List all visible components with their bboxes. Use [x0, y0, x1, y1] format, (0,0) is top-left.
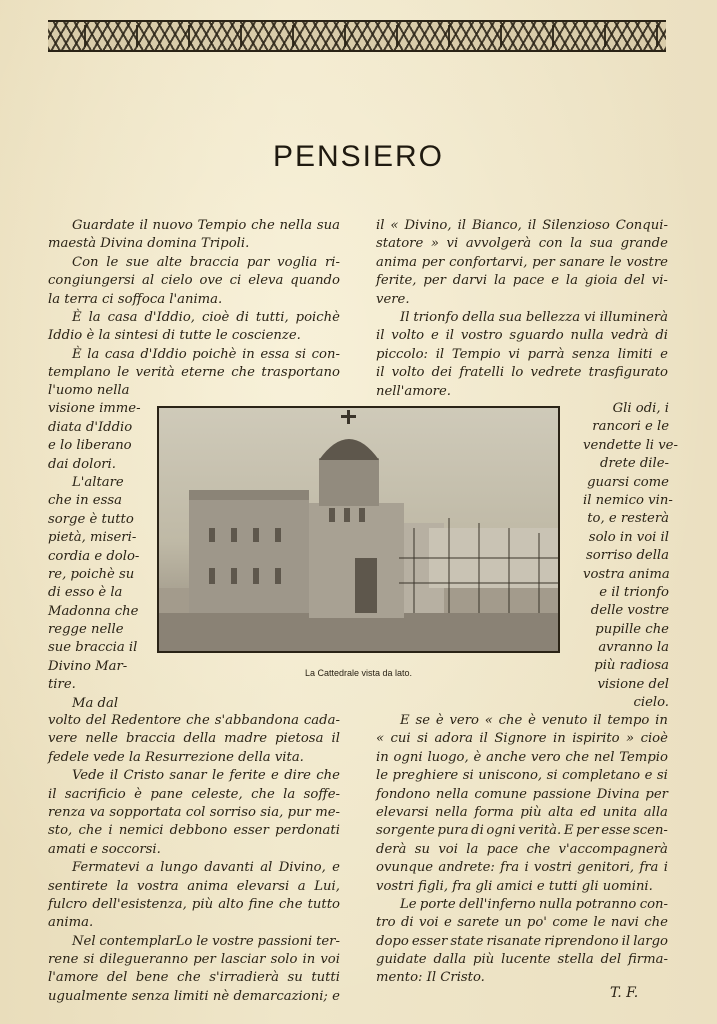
text-line: sentirete la vostra anima elevarsi a Lui,	[48, 878, 340, 894]
text-line: È la casa d'Iddio, cioè di tutti, poichè	[72, 309, 340, 325]
text-line: Con le sue alte braccia par voglia ri-	[72, 254, 340, 270]
text-line: drete dile-	[600, 456, 669, 472]
text-line: statore » vi avvolgerà con la sua grande	[376, 236, 668, 252]
column-right-wrap	[583, 400, 678, 713]
text-line: Divino Mar-	[48, 658, 128, 674]
text-line: nell'amore.	[376, 383, 451, 399]
text-line: visione imme-	[48, 401, 141, 417]
text-line: Il trionfo della sua bellezza vi illuminerà	[400, 309, 668, 325]
text-line: il « Divino, il Bianco, il Silenzioso Conqui-	[376, 218, 668, 233]
text-line: re, poichè su	[48, 566, 135, 582]
text-line: vostra anima	[583, 566, 670, 582]
text-line: solo in voi il	[588, 529, 669, 545]
page-title: PENSIERO	[272, 140, 445, 173]
text-line: vere nelle braccia della madre pietosa il	[48, 731, 340, 747]
text-line: guarsi come	[587, 474, 669, 490]
text-line: dai dolori.	[48, 456, 116, 472]
text-line: congiungersi al cielo ove ci eleva quando	[48, 273, 340, 289]
text-line: rancori e le	[592, 419, 669, 435]
text-line: elevarsi nella forma più alta ed unita alla	[376, 804, 668, 820]
text-line: ferite, per darvi la pace e la gioia del vi-	[376, 273, 668, 289]
text-line: più radiosa	[594, 658, 669, 674]
text-line: pietà, miseri-	[48, 530, 137, 546]
text-line: Fermatevi a lungo davanti al Divino, e	[72, 860, 340, 876]
text-line: fondono nella comune passione Divina per	[376, 786, 668, 802]
text-line: il volto dei fratelli lo vedrete trasfigurato	[376, 365, 668, 381]
text-line: Madonna che	[48, 603, 139, 619]
text-line: guidate dalla più lucente stella del firma-	[376, 952, 668, 968]
text-line: to, e resterà	[587, 511, 669, 527]
text-line: delle vostre	[590, 603, 669, 619]
cathedral-illustration	[159, 408, 558, 651]
column-left-wrap	[48, 382, 152, 713]
text-line: il nemico vin-	[583, 492, 673, 508]
text-line: vostri figli, fra gli amici e tutti gli uomini.	[376, 878, 653, 894]
cathedral-photo	[157, 406, 560, 653]
text-line: avranno la	[598, 640, 669, 656]
signature: T. F.	[610, 985, 639, 1001]
text-line: che in essa	[48, 493, 122, 509]
text-line: derà su voi la pace che v'accompagnerà	[376, 841, 668, 857]
text-line: Nel contemplarLo le vostre passioni ter-	[72, 933, 340, 949]
text-line: ugualmente senza limiti nè demarcazioni; e	[48, 988, 340, 1004]
text-line: anima.	[48, 915, 94, 931]
text-line: maestà Divina domina Tripoli.	[48, 236, 250, 252]
text-line: in ogni luogo, è anche vero che nel Tempio	[376, 749, 668, 765]
text-line: Gli odi, i	[612, 401, 669, 416]
text-line: « cui si adora il Signore in ispirito » cioè	[376, 731, 668, 747]
text-line: visione del	[597, 676, 669, 692]
text-line: Guardate il nuovo Tempio che nella sua	[72, 218, 340, 233]
text-line: E se è vero « che è venuto il tempo in	[400, 713, 668, 728]
text-line: È la casa d'Iddio poichè in essa si con-	[72, 346, 340, 362]
text-line: sorgente pura di ogni verità. E per esse scen-	[376, 823, 668, 839]
text-line: l'uomo nella	[48, 383, 130, 398]
text-line: mento: Il Cristo.	[376, 970, 485, 986]
text-line: cordia e dolo-	[48, 548, 140, 564]
text-line: e il trionfo	[599, 584, 669, 600]
column-left-bottom	[48, 712, 340, 1006]
text-line: vere.	[376, 291, 410, 307]
text-line: volto del Redentore che s'abbandona cada-	[48, 713, 340, 728]
text-line: regge nelle	[48, 622, 124, 638]
text-line: le preghiere si uniscono, si completano e si	[376, 768, 668, 784]
text-line: sto, che i nemici debbono esser perdonati	[48, 823, 340, 839]
text-line: fulcro dell'esistenza, più alto fine che tutto	[48, 896, 340, 912]
text-line: amati e soccorsi.	[48, 841, 161, 857]
text-line: Vede il Cristo sanar le ferite e dire che	[72, 768, 340, 784]
column-right-bottom	[376, 712, 668, 988]
text-line: Iddio è la sintesi di tutte le coscienze.	[48, 328, 301, 344]
text-line: cielo.	[633, 695, 669, 711]
text-line: la terra ci soffoca l'anima.	[48, 291, 223, 307]
text-line: piccolo: il Tempio vi parrà senza limiti e	[376, 346, 668, 362]
text-line: rene si dilegueranno per lasciar solo in voi	[48, 952, 340, 968]
text-line: L'altare	[72, 474, 124, 490]
text-line: pupille che	[595, 621, 669, 637]
photo-caption: La Cattedrale vista da lato.	[304, 668, 413, 678]
text-line: il sacrificio è pane celeste, che la soffe-	[48, 786, 340, 802]
text-line: di esso è la	[48, 585, 123, 601]
column-left-top	[48, 217, 340, 383]
text-line: dopo esser state risanate riprendono il largo	[376, 933, 668, 949]
text-line: anima per confortarvi, per sanare le vostre	[376, 254, 668, 270]
text-line: Ma dal	[72, 695, 119, 711]
column-right-top	[376, 217, 668, 401]
text-line: tro di voi e sarete un po' come le navi che	[376, 915, 668, 931]
text-line: templano le verità eterne che trasportano	[48, 365, 340, 381]
text-line: tire.	[48, 677, 76, 693]
text-line: sorge è tutto	[48, 511, 134, 527]
text-line: diata d'Iddio	[48, 419, 133, 435]
text-line: e lo liberano	[48, 438, 132, 454]
text-line: l'amore del bene che s'irradierà su tutti	[48, 970, 340, 986]
text-line: fedele vede la Resurrezione della vita.	[48, 749, 304, 765]
text-line: sorriso della	[586, 548, 669, 564]
text-line: Le porte dell'inferno nulla potranno con-	[400, 896, 668, 912]
text-line: ovunque andrete: fra i vostri genitori, fra i	[376, 860, 668, 876]
text-line: il volto e il vostro sguardo nulla vedrà di	[376, 328, 668, 344]
text-line: sue braccia il	[48, 640, 138, 656]
decorative-border	[48, 20, 666, 52]
text-line: vendette li ve-	[583, 437, 678, 453]
text-line: renza va sopportata col sorriso sia, pur me-	[48, 804, 340, 820]
